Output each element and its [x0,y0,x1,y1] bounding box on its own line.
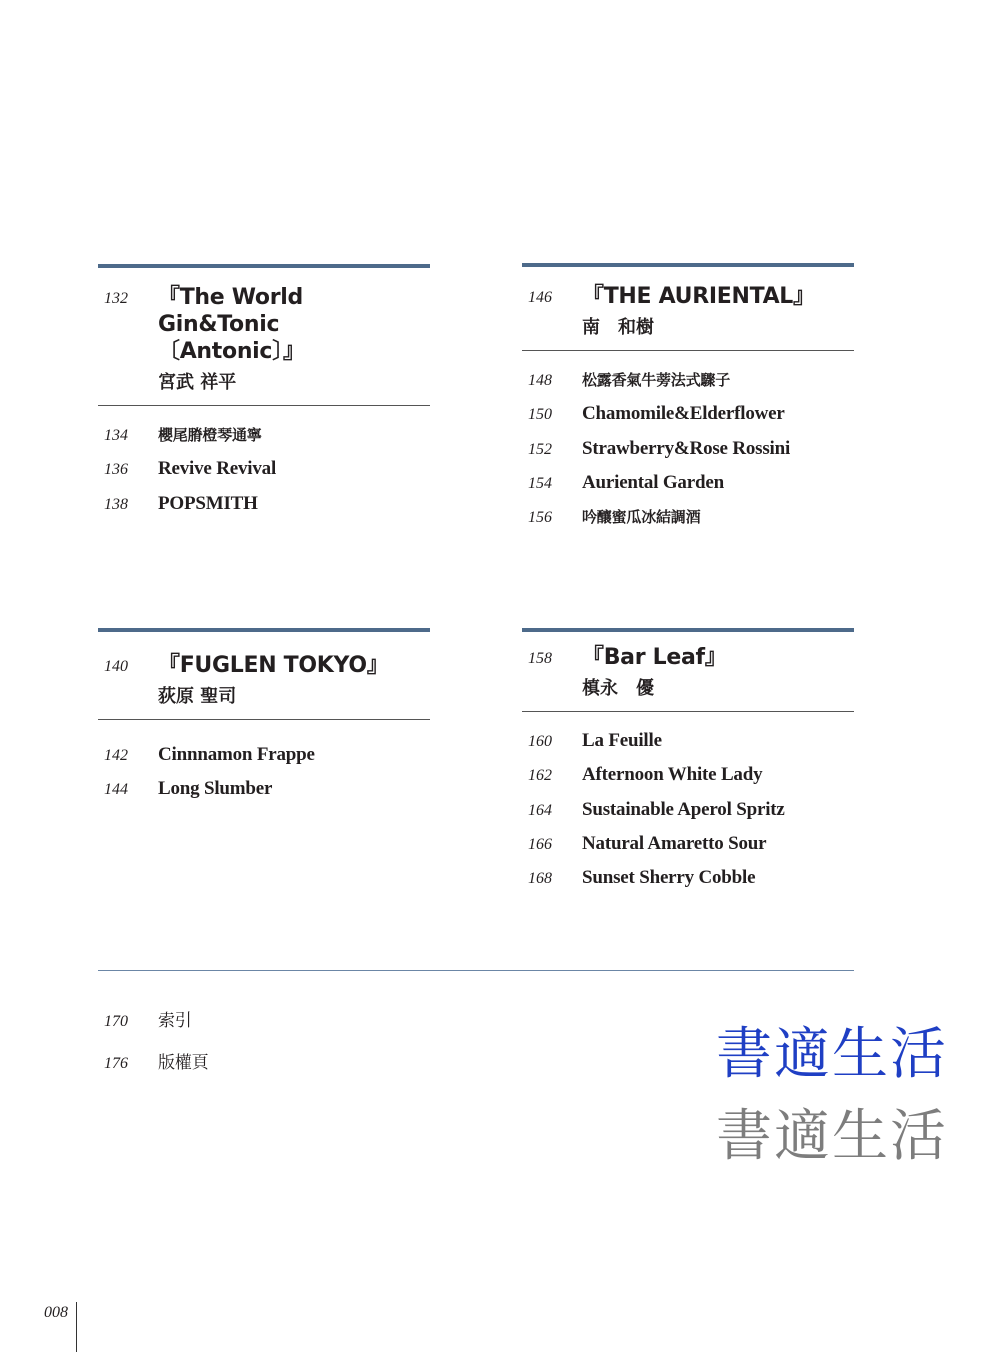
section-title: 『THE AURIENTAL』 [582,284,815,309]
entry-label: 吟釀蜜瓜冰結調酒 [582,510,701,527]
entry-label: Natural Amaretto Sour [582,832,767,854]
toc-entry[interactable] [522,764,854,798]
bartender-name: 宮武 祥平 [158,372,237,393]
entry-page-number: 170 [104,1013,128,1030]
entry-page-number: 148 [528,372,552,389]
entry-label: Sunset Sherry Cobble [582,867,756,889]
toc-section-bar-leaf [522,628,854,901]
entry-page-number: 138 [104,495,128,513]
entry-page-number: 144 [104,781,128,799]
toc-entry-index[interactable] [98,1006,398,1048]
entry-page-number: 162 [528,767,552,785]
toc-entry[interactable] [522,472,854,506]
entry-page-number: 176 [104,1055,128,1072]
section-page-number: 140 [104,658,128,675]
entry-label: Sustainable Aperol Spritz [582,798,785,820]
entry-label: 松露香氣牛蒡法式驟子 [582,373,731,389]
toc-entry[interactable] [522,403,854,437]
entry-page-number: 136 [104,461,128,479]
section-header [98,268,430,395]
entry-label: POPSMITH [158,492,258,514]
bartender-name: 荻原 聖司 [158,686,237,707]
toc-entry[interactable] [98,493,430,527]
toc-entry[interactable] [98,458,430,492]
entry-page-number: 160 [528,733,552,750]
entry-page-number: 156 [528,509,552,527]
entry-page-number: 142 [104,747,128,764]
entry-label: 索引 [158,1011,192,1031]
toc-entry[interactable] [98,424,430,458]
toc-entry[interactable] [522,799,854,833]
publisher-logo-grey: 書適生活 [716,1104,948,1169]
appendix-divider [98,970,854,971]
entry-label: Afternoon White Lady [582,764,763,786]
entry-page-number: 168 [528,870,552,888]
section-header [522,632,854,701]
section-page-number: 158 [528,650,552,667]
recipe-list [98,406,430,527]
entry-label: Chamomile&Elderflower [582,403,785,425]
entry-label: Revive Revival [158,458,277,480]
toc-entry[interactable] [98,744,430,778]
recipe-list [98,720,430,813]
section-title: 『The World Gin&Tonic 〔Antonic〕』 [158,285,305,364]
publisher-logo-blue: 書適生活 [716,1022,948,1087]
entry-page-number: 166 [528,835,552,853]
entry-page-number: 154 [528,474,552,492]
recipe-list [522,712,854,901]
section-header [522,267,854,340]
toc-section-auriental [522,263,854,540]
toc-entry[interactable] [522,833,854,867]
section-page-number: 132 [104,290,128,307]
folio-rule [76,1302,77,1352]
toc-entry[interactable] [522,506,854,540]
appendix-list [98,1006,398,1090]
section-header [98,632,430,709]
recipe-list [522,351,854,540]
bartender-name: 槙永 優 [582,678,654,699]
toc-entry[interactable] [522,438,854,472]
entry-label: Cinnnamon Frappe [158,744,315,765]
entry-label: Strawberry&Rose Rossini [582,437,791,459]
entry-page-number: 150 [528,406,552,424]
entry-label: Auriental Garden [582,471,724,493]
toc-entry[interactable] [98,778,430,812]
entry-page-number: 164 [528,801,552,819]
page-number: 008 [44,1304,68,1321]
entry-label: Long Slumber [158,778,273,800]
section-title: 『FUGLEN TOKYO』 [158,653,389,678]
toc-entry[interactable] [522,730,854,764]
entry-label: 版權頁 [158,1053,209,1073]
toc-entry-copyright[interactable] [98,1048,398,1090]
entry-label: 櫻尾膌橙琴通寧 [158,428,262,444]
toc-entry[interactable] [522,867,854,901]
toc-section-fuglen [98,628,430,813]
toc-entry[interactable] [522,369,854,403]
entry-page-number: 134 [104,427,128,444]
section-page-number: 146 [528,289,552,306]
toc-section-antonic [98,264,430,527]
section-title: 『Bar Leaf』 [582,645,727,670]
entry-page-number: 152 [528,440,552,458]
bartender-name: 南 和樹 [582,317,654,338]
entry-label: La Feuille [582,730,662,751]
